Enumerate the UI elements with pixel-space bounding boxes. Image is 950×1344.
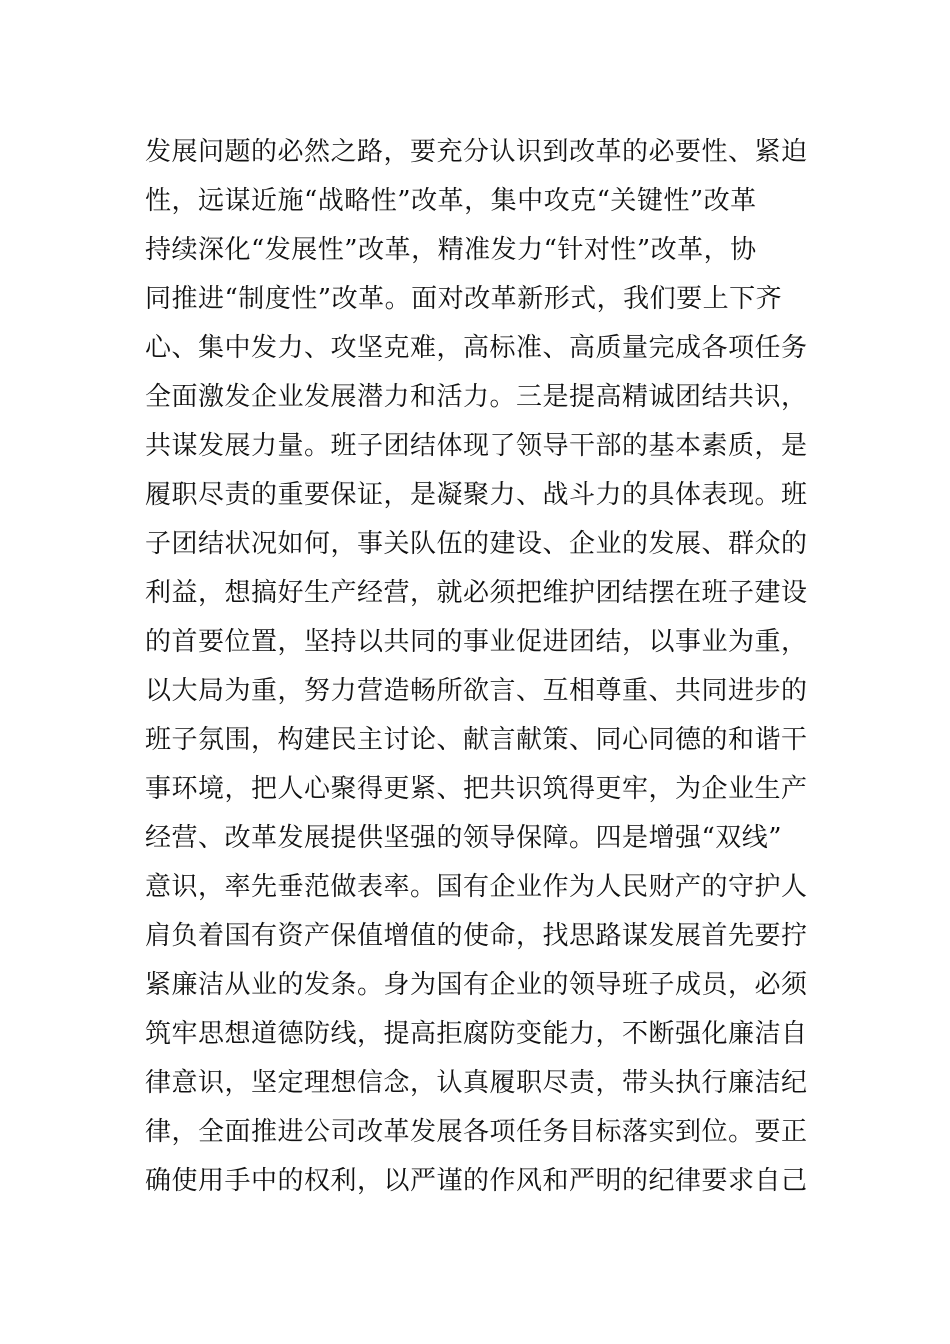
- text-line: 律意识，坚定理想信念，认真履职尽责，带头执行廉洁纪: [145, 1068, 808, 1098]
- text-line: 持续深化“发展性”改革，精准发力“针对性”改革，协: [145, 235, 757, 265]
- text-line: 子团结状况如何，事关队伍的建设、企业的发展、群众的: [145, 529, 808, 559]
- text-line: 意识，率先垂范做表率。国有企业作为人民财产的守护人: [145, 872, 808, 902]
- text-line: 履职尽责的重要保证，是凝聚力、战斗力的具体表现。班: [145, 480, 808, 510]
- text-line: 经营、改革发展提供坚强的领导保障。四是增强“双线”: [145, 823, 783, 853]
- text-line: 以大局为重，努力营造畅所欲言、互相尊重、共同进步的: [145, 676, 808, 706]
- text-line: 心、集中发力、攻坚克难，高标准、高质量完成各项任务: [145, 333, 808, 363]
- text-line: 同推进“制度性”改革。面对改革新形式，我们要上下齐: [145, 284, 783, 314]
- text-line: 的首要位置，坚持以共同的事业促进团结，以事业为重，: [145, 627, 808, 657]
- text-line: 确使用手中的权利，以严谨的作风和严明的纪律要求自己: [145, 1166, 808, 1196]
- text-line: 事环境，把人心聚得更紧、把共识筑得更牢，为企业生产: [145, 774, 808, 804]
- text-line: 发展问题的必然之路，要充分认识到改革的必要性、紧迫: [145, 137, 808, 167]
- text-line: 班子氛围，构建民主讨论、献言献策、同心同德的和谐干: [145, 725, 808, 755]
- text-line: 性，远谋近施“战略性”改革，集中攻克“关键性”改革: [145, 186, 757, 216]
- text-line: 筑牢思想道德防线，提高拒腐防变能力，不断强化廉洁自: [145, 1019, 808, 1049]
- text-line: 共谋发展力量。班子团结体现了领导干部的基本素质，是: [145, 431, 808, 461]
- text-line: 肩负着国有资产保值增值的使命，找思路谋发展首先要拧: [145, 921, 808, 951]
- body-text: [145, 128, 815, 1206]
- text-line: 律，全面推进公司改革发展各项任务目标落实到位。要正: [145, 1117, 808, 1147]
- text-line: 紧廉洁从业的发条。身为国有企业的领导班子成员，必须: [145, 970, 808, 1000]
- text-line: 全面激发企业发展潜力和活力。三是提高精诚团结共识，: [145, 382, 808, 412]
- text-line: 利益，想搞好生产经营，就必须把维护团结摆在班子建设: [145, 578, 808, 608]
